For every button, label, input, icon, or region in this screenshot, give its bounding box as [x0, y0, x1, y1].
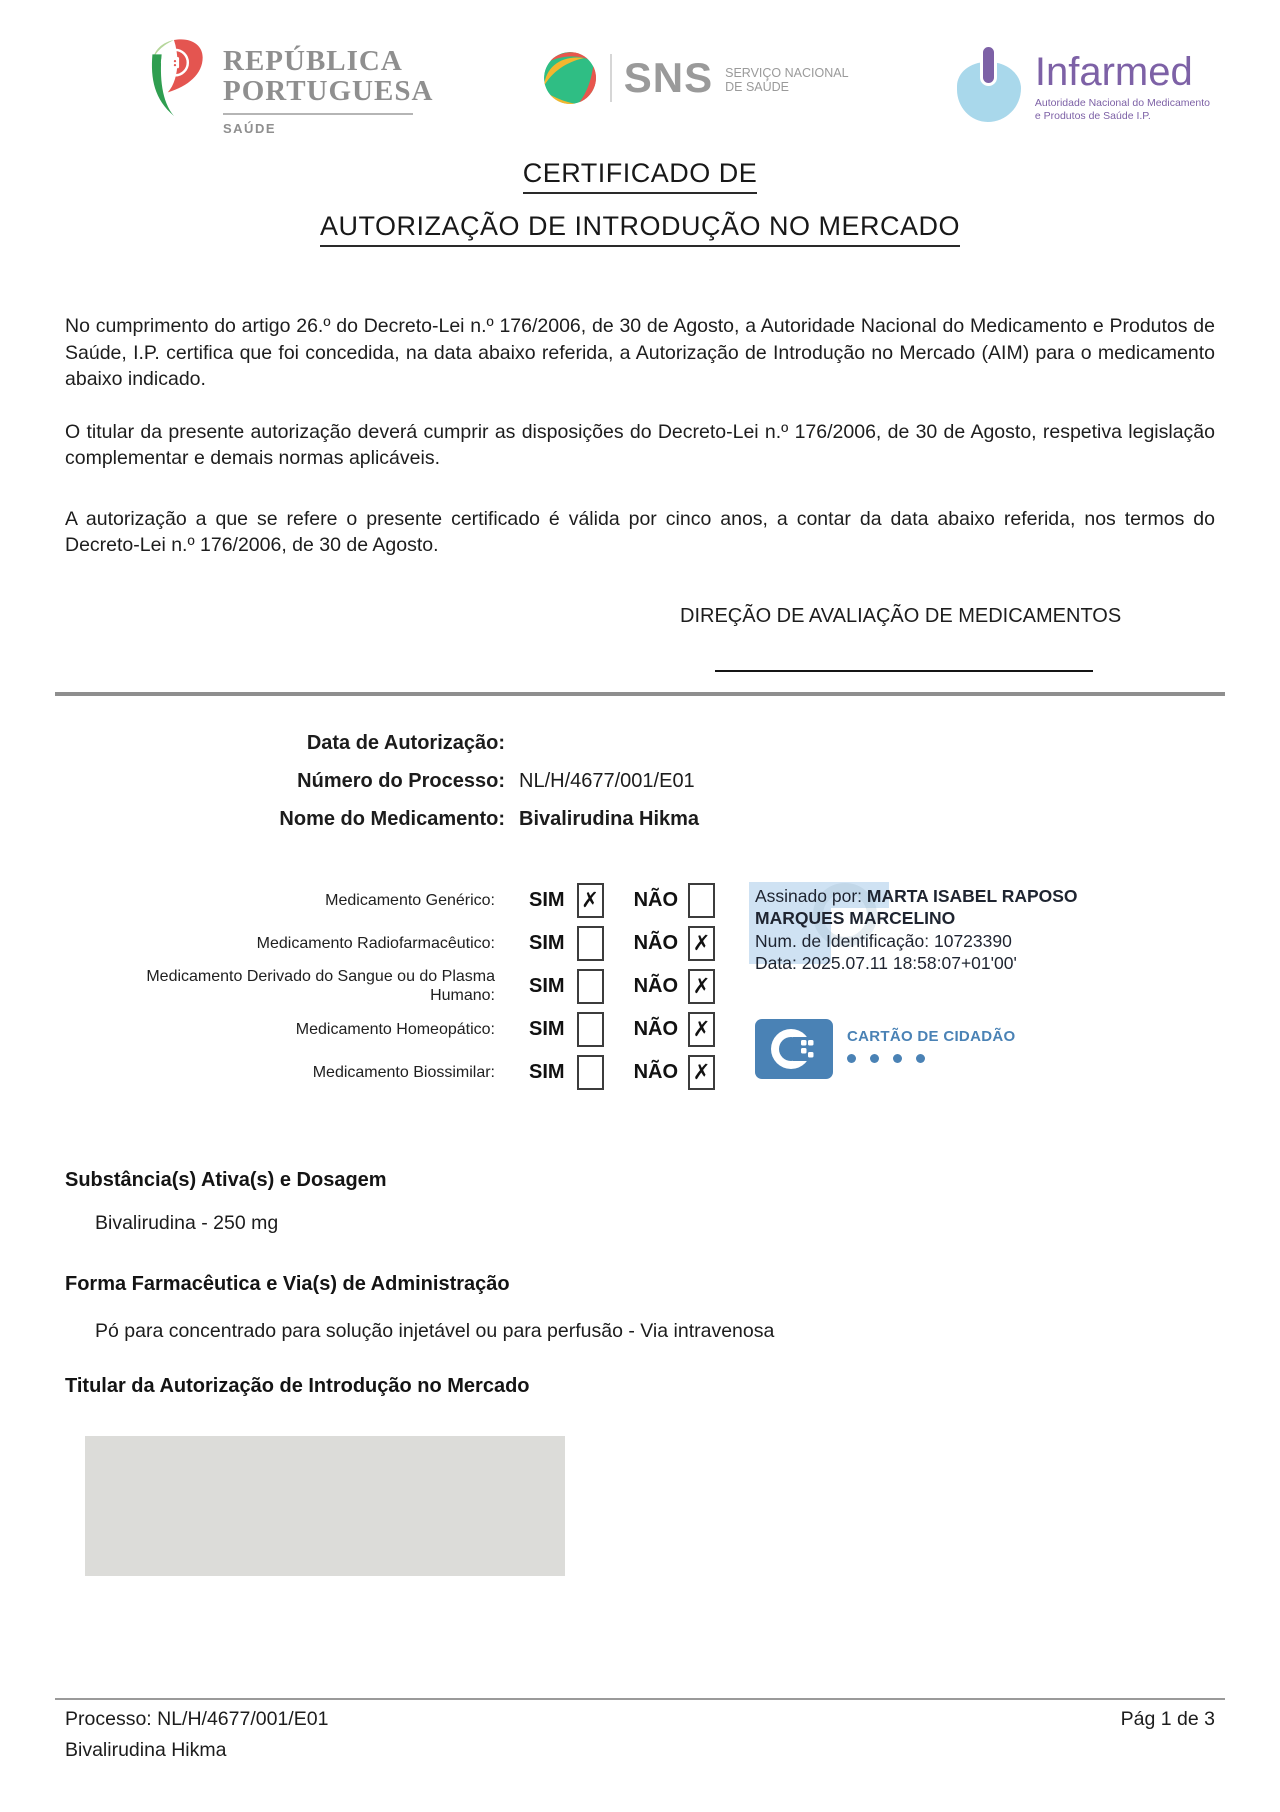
checkbox-derivado-sangue-sim[interactable] [577, 969, 604, 1004]
nao-label: NÃO [633, 931, 679, 954]
footer-rule [55, 1698, 1225, 1700]
title-line1: CERTIFICADO DE [523, 158, 758, 194]
sim-label: SIM [529, 1060, 565, 1083]
sim-label: SIM [529, 1017, 565, 1040]
authorization-fields [65, 732, 1215, 831]
checkbox-label: Medicamento Biossimilar: [312, 1063, 495, 1081]
page-footer [55, 1698, 1225, 1762]
gov-logo-ministry: SAÚDE [223, 121, 277, 136]
checkbox-generico-sim[interactable]: ✗ [577, 883, 604, 918]
redacted-holder-box [85, 1436, 565, 1576]
signed-by-label: Assinado por: [755, 885, 863, 906]
gov-logo-divider [223, 113, 413, 115]
field-authorization-date [65, 732, 1215, 755]
checkbox-generico-nao[interactable] [688, 883, 715, 918]
checkbox-homeopatico-nao[interactable]: ✗ [688, 1012, 715, 1047]
checkbox-label: Medicamento Genérico: [325, 891, 495, 909]
republica-portuguesa-wordmark [223, 38, 433, 136]
checkbox-label: Medicamento Homeopático: [295, 1020, 495, 1038]
signature-text [755, 885, 1155, 975]
infarmed-bar-shape [980, 44, 997, 86]
section-heading: Substância(s) Ativa(s) e Dosagem [65, 1168, 387, 1191]
checkbox-derivado-sangue-nao[interactable]: ✗ [688, 969, 715, 1004]
infarmed-wordmark [1035, 44, 1210, 126]
field-process-number [65, 770, 1215, 793]
infarmed-subtitle-line2: e Produtos de Saúde I.P. [1034, 110, 1151, 122]
gov-logo-line1: REPÚBLICA [223, 45, 403, 77]
paragraph-2: O titular da presente autorização deverá cumprir as disposições do Decreto-Lei n.º 176/2006, de 30 de Agosto, respetiva legislação complementar e demais normas aplicáveis. [65, 420, 1215, 469]
field-value: Bivalirudina Hikma [519, 807, 700, 830]
digital-signature-stamp [755, 885, 1155, 975]
footer-process: Processo: NL/H/4677/001/E01 [65, 1708, 329, 1730]
signature-date-line: Data: 2025.07.11 18:58:07+01'00' [755, 953, 1017, 973]
nao-label: NÃO [633, 1017, 679, 1040]
paragraph-1: No cumprimento do artigo 26.º do Decreto-Lei n.º 176/2006, de 30 de Agosto, a Autoridade Nacional do Medicamento e Produtos de Saúde, I.P. certifica que foi concedida, na data abaixo referida, a Autorização de Introdução no Mercado (AIM) para o medicamento abaixo indicado. [65, 315, 1215, 390]
citizen-card-icon [755, 1019, 833, 1079]
field-label: Nome do Medicamento: [279, 807, 505, 830]
nao-label: NÃO [633, 1060, 679, 1083]
checkbox-label: Medicamento Radiofarmacêutico: [256, 934, 495, 952]
classification-checkbox-area [65, 879, 1215, 1121]
section-content: Pó para concentrado para solução injetável ou para perfusão - Via intravenosa [95, 1319, 775, 1342]
republica-portuguesa-logo [145, 38, 433, 136]
sim-label: SIM [529, 974, 565, 997]
sns-globe-icon [542, 50, 598, 106]
field-label: Número do Processo: [297, 769, 505, 792]
title-line2: AUTORIZAÇÃO DE INTRODUÇÃO NO MERCADO [320, 211, 960, 247]
body-text [65, 313, 1215, 559]
section-pharmaceutical-form [65, 1273, 1215, 1343]
field-label: Data de Autorização: [306, 731, 505, 754]
checkbox-biossimilar-sim[interactable] [577, 1055, 604, 1090]
checkbox-radiofarmaceutico-nao[interactable]: ✗ [688, 926, 715, 961]
infarmed-drop-icon [957, 44, 1023, 126]
gov-logo-line2: PORTUGUESA [223, 75, 434, 107]
checkbox-label: Medicamento Derivado do Sangue ou do Plasma Humano: [146, 968, 495, 1004]
signer-name: MARTA ISABEL RAPOSO MARQUES MARCELINO [755, 885, 1078, 928]
infarmed-name: Infarmed [1034, 50, 1193, 94]
sim-label: SIM [529, 888, 565, 911]
signature-line [715, 670, 1093, 672]
section-divider-rule [55, 692, 1225, 696]
citizen-card-label: CARTÃO DE CIDADÃO [847, 1027, 1016, 1045]
signer-id-line: Num. de Identificação: 10723390 [755, 930, 1012, 951]
checkbox-row-biossimilar [65, 1051, 1215, 1094]
sns-logo [542, 50, 849, 106]
citizen-card-dots [847, 1054, 1015, 1063]
sns-subtitle-line1: SERVIÇO NACIONAL [725, 65, 849, 80]
infarmed-subtitle [1035, 97, 1210, 123]
citizen-card-logo [755, 1019, 1015, 1079]
document-title [65, 158, 1215, 247]
header-logos [65, 38, 1215, 138]
sns-logo-divider [610, 54, 612, 102]
checkbox-biossimilar-nao[interactable]: ✗ [688, 1055, 715, 1090]
paragraph-3: A autorização a que se refere o presente certificado é válida por cinco anos, a contar da data abaixo referida, nos termos do Decreto-Lei n.º 176/2006, de 30 de Agosto. [65, 507, 1215, 556]
section-content: Bivalirudina - 250 mg [95, 1211, 279, 1234]
footer-page-number: Pág 1 de 3 [1120, 1708, 1215, 1730]
signed-by-line [755, 885, 1155, 930]
sim-label: SIM [529, 931, 565, 954]
citizen-card-wordmark [847, 1019, 1015, 1079]
sns-subtitle [725, 62, 848, 95]
section-heading: Titular da Autorização de Introdução no Mercado [65, 1374, 530, 1397]
infarmed-subtitle-line1: Autoridade Nacional do Medicamento [1034, 97, 1210, 109]
nao-label: NÃO [633, 888, 679, 911]
checkbox-homeopatico-sim[interactable] [577, 1012, 604, 1047]
checkbox-radiofarmaceutico-sim[interactable] [577, 926, 604, 961]
section-active-substance [65, 1169, 1215, 1235]
sns-acronym: SNS [623, 54, 714, 101]
sns-subtitle-line2: DE SAÚDE [725, 80, 790, 94]
footer-medicine-name: Bivalirudina Hikma [65, 1739, 227, 1761]
section-authorization-holder [65, 1375, 1215, 1576]
portugal-flag-icon [145, 38, 207, 118]
infarmed-logo [957, 44, 1210, 126]
section-heading: Forma Farmacêutica e Via(s) de Administração [65, 1272, 510, 1295]
direction-label: DIREÇÃO DE AVALIAÇÃO DE MEDICAMENTOS [680, 604, 1122, 627]
nao-label: NÃO [633, 974, 679, 997]
field-medicine-name [65, 808, 1215, 831]
checkbox-row-homeopatico [65, 1008, 1215, 1051]
field-value: NL/H/4677/001/E01 [519, 769, 695, 792]
